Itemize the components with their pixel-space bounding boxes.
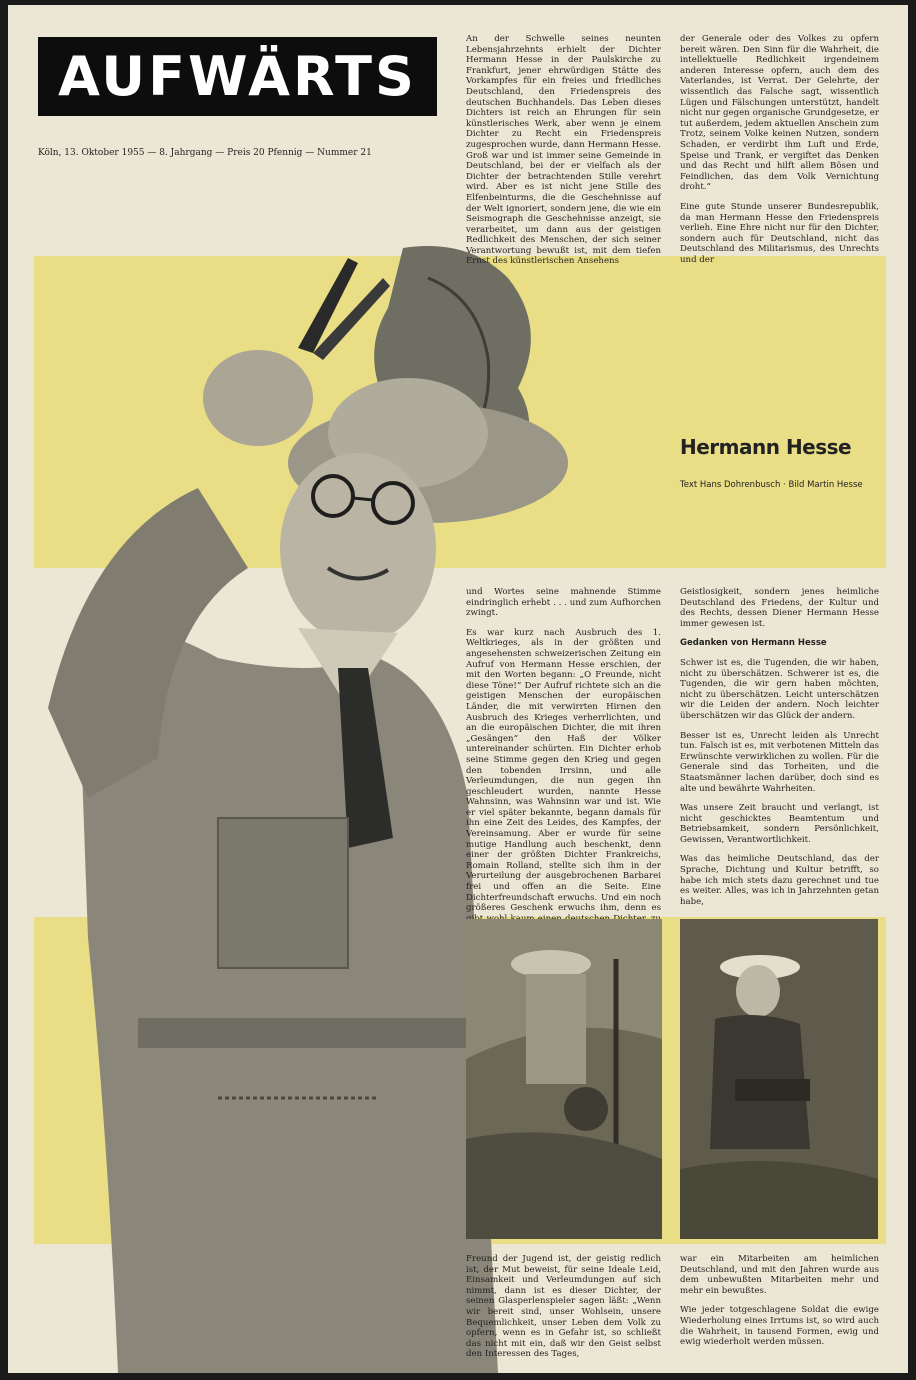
- paragraph: Geistlosigkeit, sondern jenes heimliche Deutschland des Friedens, der Kultur und des Rechts, dessen Diener Hermann Hesse immer gewesen ist.: [680, 587, 879, 629]
- sketching-illustration: [680, 919, 878, 1239]
- vineyard-photo: [466, 919, 662, 1239]
- article-column-bottom-right: [680, 1254, 879, 1369]
- masthead-logo: AUFWÄRTS: [38, 37, 437, 116]
- paragraph: Wie jeder totgeschlagene Soldat die ewige Wiederholung eines Irrtums ist, so wird auch die Wahrheit, in tausend Formen, ewig und ewig wiederholt werden müssen.: [680, 1305, 879, 1348]
- article-column-middle-right: [680, 587, 879, 905]
- paragraph: Was unsere Zeit braucht und verlangt, ist nicht geschicktes Beamtentum und Betriebsamkeit, sondern Persönlichkeit, Gewissen, Verantwortlichkeit.: [680, 803, 879, 845]
- paragraph: Freund der Jugend ist, der geistig redlich ist, der Mut beweist, für seine Ideale Leid, Einsamkeit und Verleumdungen auf sich nimmt, dann ist es dieser Dichter, der seinen Glasperlenspieler sagen läßt: „Wenn wir bereit sind, unser Wohlsein, unsere Bequemlichkeit, unser Leben dem Volk zu opfern, wenn es in Gefahr ist, so schließt das nicht mit ein, daß wir den Geist selbst den Interessen des Tages,: [466, 1254, 661, 1360]
- article-column-middle-left: [466, 587, 661, 914]
- vineyard-illustration: [466, 919, 662, 1239]
- paragraph: der Generale oder des Volkes zu opfern bereit wären. Den Sinn für die Wahrheit, die intellektuelle Redlichkeit irgendeinem anderen Interesse opfern, auch dem des Vaterlandes, ist Verrat. Der Gelehrte, der wissentlich das Falsche sagt, wissentlich Lügen und Fälschungen unterstützt, handelt nicht nur gegen organische Grundgesetze, er tut außerdem, jedem aktuellen Anschein zum Trotz, seinem Volke keinen Nutzen, sondern Schaden, er verdirbt ihm Luft und Erde, Speise und Trank, er vergiftet das Denken und das Recht und hilft allem Bösen und Feindlichen, das dem Volk Vernichtung droht.“: [680, 34, 879, 193]
- paragraph: An der Schwelle seines neunten Lebensjahrzehnts erhielt der Dichter Hermann Hesse in der Paulskirche zu Frankfurt, jener ehrwürdigen Stätte des Vorkampfes für ein freies und friedliches Deutschland, den Friedenspreis des deutschen Buchhandels. Das Leben dieses Dichters ist reich an Ehrungen für sein künstlerisches Werk, aber wenn je einem Dichter zu Recht ein Friedenspreis zugesprochen wurde, dann Hermann Hesse. Groß war und ist immer seine Gemeinde in Deutschland, bei der er vielfach als der Dichter der betrachtenden Stille verehrt wird. Aber es ist nicht jene Stille des Elfenbeinturms, die die Geschehnisse auf der Welt ignoriert, sondern jene, die wie ein Seismograph die Geschehnisse anzeigt, sie verarbeitet, um dann aus der geistigen Redlichkeit des Menschen, der sich seiner Verantwortung bewußt ist, mit dem tiefen Ernst des künstlerischen Ansehens: [466, 34, 661, 267]
- sketching-photo: [680, 919, 878, 1239]
- paragraph: und Wortes seine mahnende Stimme eindringlich erhebt . . . und zum Aufhorchen zwingt.: [466, 587, 661, 619]
- paragraph: Eine gute Stunde unserer Bundesrepublik, da man Hermann Hesse den Friedenspreis verlieh. Eine Ehre nicht nur für den Dichter, sondern auch für Deutschland, nicht das Deutschland des Militarismus, des Unrechts und der: [680, 201, 879, 265]
- paragraph: war ein Mitarbeiten am heimlichen Deutschland, und mit den Jahren wurde aus dem unbewußten Mitarbeiten mehr und mehr ein bewußtes.: [680, 1254, 879, 1296]
- paragraph: Schwer ist es, die Tugenden, die wir haben, nicht zu überschätzen. Schwerer ist es, die Tugenden, die wir gern haben möchten, nicht zu überschätzen. Leicht unterschätzen wir die Leiden der andern. Noch leichter überschätzen wir das Glück der andern.: [680, 657, 879, 721]
- article-column-bottom-left: [466, 1254, 661, 1369]
- issue-dateline: Köln, 13. Oktober 1955 — 8. Jahrgang — Preis 20 Pfennig — Nummer 21: [38, 148, 372, 158]
- paragraph: Was das heimliche Deutschland, das der Sprache, Dichtung und Kultur betrifft, so habe ich mich stets dazu gerechnet und tue es weiter. Alles, was ich in Jahrzehnten getan habe,: [680, 854, 879, 907]
- article-headline: Hermann Hesse: [680, 435, 852, 459]
- section-subheading: Gedanken von Hermann Hesse: [680, 638, 827, 649]
- paragraph: Besser ist es, Unrecht leiden als Unrecht tun. Falsch ist es, mit verbotenen Mitteln das Erwünschte verwirklichen zu wollen. Für die Generale sind das Torheiten, und die Staatsmänner lachen darüber, doch sind es alte und bewährte Wahrheiten.: [680, 730, 879, 794]
- paragraph: Es war kurz nach Ausbruch des 1. Weltkrieges, als in der größten und angesehensten schweizerischen Zeitung ein Aufruf von Hermann Hesse erschien, der mit den Worten begann: „O Freunde, nicht diese Töne!“ Der Aufruf richtete sich an die geistigen Menschen der europäischen Länder, die mit verwirrten Hirnen den Ausbruch des Krieges verherrlichten, und an die europäischen Dichter, die mit ihren „Gesängen“ den Haß der Völker untereinander schürten. Ein Dichter erhob seine Stimme gegen den Krieg und gegen den tobenden Irrsinn, und alle Verleumdungen, die nun gegen ihn geschleudert wurden, nannte Hesse Wahnsinn, was Wahnsinn war und ist. Wie er viel später bekannte, begann damals für ihn eine Zeit des Leides, des Kampfes, der Vereinsamung. Aber er wurde für seine mutige Handlung auch beschenkt, denn einer der größten Dichter Frankreichs, Romain Rolland, stellte sich ihm in der Verurteilung der ausgebrochenen Barbarei frei und offen an die Seite. Eine Dichterfreundschaft erwuchs. Und ein noch größeres Geschenk erwuchs ihm, denn es: [466, 627, 661, 914]
- article-column-top-left: [466, 34, 661, 267]
- article-credit: Text Hans Dohrenbusch · Bild Martin Hesse: [680, 480, 863, 490]
- newspaper-page: [8, 5, 908, 1373]
- article-column-top-right: [680, 34, 879, 265]
